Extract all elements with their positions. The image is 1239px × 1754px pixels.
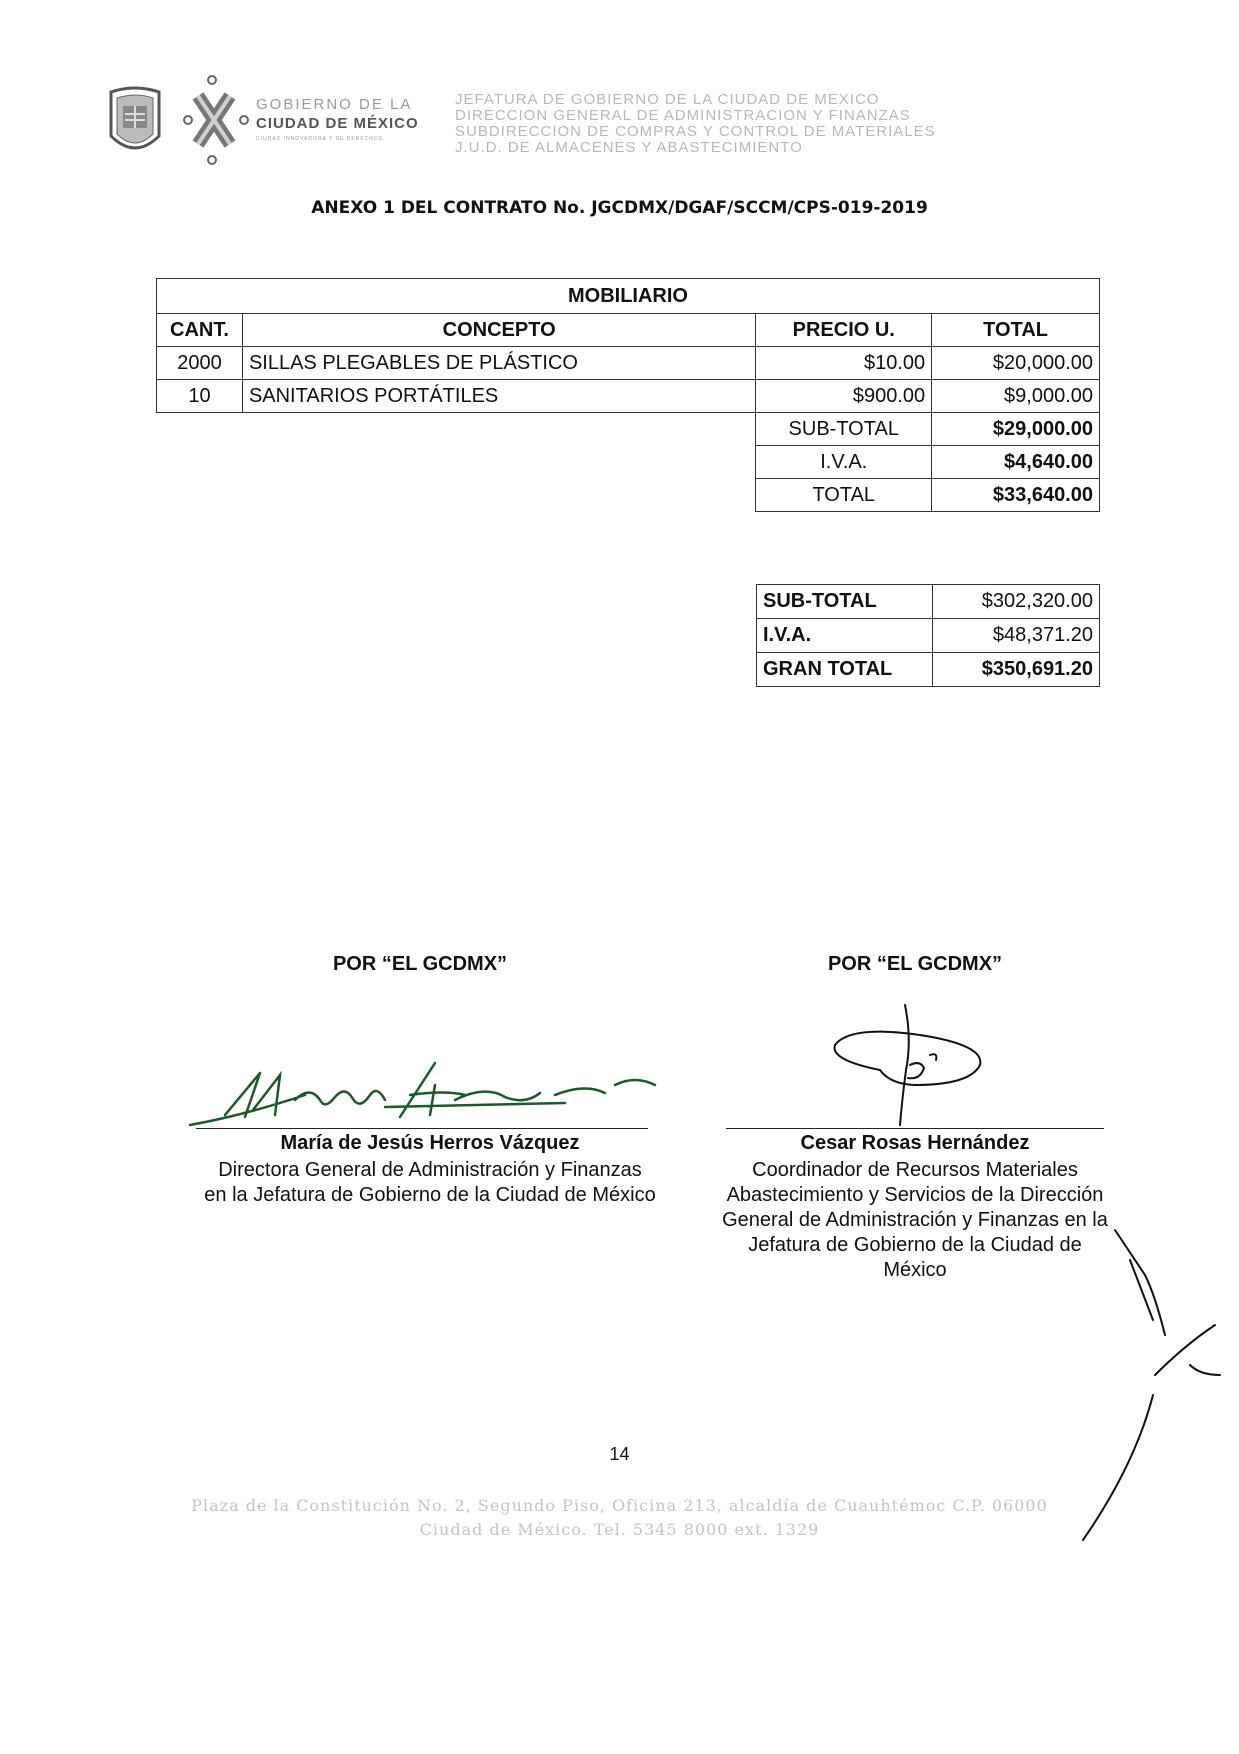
column-header: CONCEPTO (242, 314, 755, 347)
footer-line: Ciudad de México. Tel. 5345 8000 ext. 1329 (419, 1520, 820, 1539)
footer-address (0, 1494, 1239, 1542)
summary-row (157, 413, 1100, 446)
signature-line-left (196, 1128, 648, 1129)
grand-label: GRAN TOTAL (757, 653, 933, 687)
grand-value: $302,320.00 (932, 585, 1099, 619)
summary-value: $33,640.00 (932, 479, 1100, 512)
brand-block (256, 96, 419, 142)
cdmx-logo-icon (182, 74, 252, 166)
cell-total: $9,000.00 (932, 380, 1100, 413)
signatory-left-role (150, 1158, 710, 1208)
brand-line1: GOBIERNO DE LA (256, 96, 413, 113)
signatory-left-heading: POR “EL GCDMX” (332, 953, 508, 975)
cell-total: $20,000.00 (932, 347, 1100, 380)
signature-line-right (726, 1128, 1104, 1129)
grand-value: $48,371.20 (932, 619, 1099, 653)
column-header: CANT. (157, 314, 243, 347)
signatory-right-name: Cesar Rosas Hernández (800, 1132, 1030, 1154)
cell-cant: 2000 (157, 347, 243, 380)
cell-precio: $900.00 (756, 380, 932, 413)
role-line: Directora General de Administración y Finanzas (218, 1159, 642, 1181)
column-header: TOTAL (932, 314, 1100, 347)
document-title: ANEXO 1 DEL CONTRATO No. JGCDMX/DGAF/SCCM/CPS-019-2019 (311, 198, 928, 218)
summary-value: $4,640.00 (932, 446, 1100, 479)
signatory-right-heading: POR “EL GCDMX” (827, 953, 1003, 975)
brand-line3: CIUDAD INNOVADORA Y DE DERECHOS (256, 136, 384, 142)
grand-label: I.V.A. (757, 619, 933, 653)
table-row (757, 653, 1100, 687)
brand-line2: CIUDAD DE MÉXICO (256, 115, 419, 132)
table-row (157, 347, 1100, 380)
grand-total-table (756, 584, 1100, 687)
summary-row (157, 479, 1100, 512)
table-row (757, 585, 1100, 619)
role-line: en la Jefatura de Gobierno de la Ciudad de México (204, 1184, 656, 1206)
cell-concepto: SANITARIOS PORTÁTILES (242, 380, 755, 413)
summary-row (157, 446, 1100, 479)
signatory-left-name: María de Jesús Herros Vázquez (280, 1132, 580, 1154)
mobiliario-table (156, 278, 1100, 512)
signatory-right-role (690, 1158, 1140, 1283)
role-line: México (883, 1259, 947, 1281)
summary-label: SUB-TOTAL (756, 413, 932, 446)
handwritten-signature-right (820, 1000, 1000, 1130)
agency-block (455, 92, 936, 156)
agency-line: JEFATURA DE GOBIERNO DE LA CIUDAD DE MEXICO (455, 91, 880, 108)
footer-line: Plaza de la Constitución No. 2, Segundo Piso, Oficina 213, alcaldía de Cuauhtémoc C.P. 06000 (191, 1496, 1048, 1515)
column-header: PRECIO U. (756, 314, 932, 347)
role-line: Jefatura de Gobierno de la Ciudad de (748, 1234, 1082, 1256)
cell-concepto: SILLAS PLEGABLES DE PLÁSTICO (242, 347, 755, 380)
grand-value: $350,691.20 (932, 653, 1099, 687)
summary-label: TOTAL (756, 479, 932, 512)
agency-line: DIRECCION GENERAL DE ADMINISTRACION Y FINANZAS (455, 107, 911, 124)
table-row (157, 380, 1100, 413)
table-banner: MOBILIARIO (157, 279, 1100, 314)
city-seal-icon (107, 84, 163, 160)
cell-precio: $10.00 (756, 347, 932, 380)
grand-label: SUB-TOTAL (757, 585, 933, 619)
agency-line: SUBDIRECCION DE COMPRAS Y CONTROL DE MATERIALES (455, 123, 936, 140)
page-number: 14 (609, 1444, 630, 1464)
role-line: Abastecimiento y Servicios de la Dirección (726, 1184, 1104, 1206)
summary-value: $29,000.00 (932, 413, 1100, 446)
agency-line: J.U.D. DE ALMACENES Y ABASTECIMIENTO (455, 139, 803, 156)
cell-cant: 10 (157, 380, 243, 413)
table-row (757, 619, 1100, 653)
summary-label: I.V.A. (756, 446, 932, 479)
handwritten-signature-left (185, 1055, 685, 1135)
role-line: Coordinador de Recursos Materiales (752, 1159, 1078, 1181)
role-line: General de Administración y Finanzas en la (722, 1209, 1108, 1231)
